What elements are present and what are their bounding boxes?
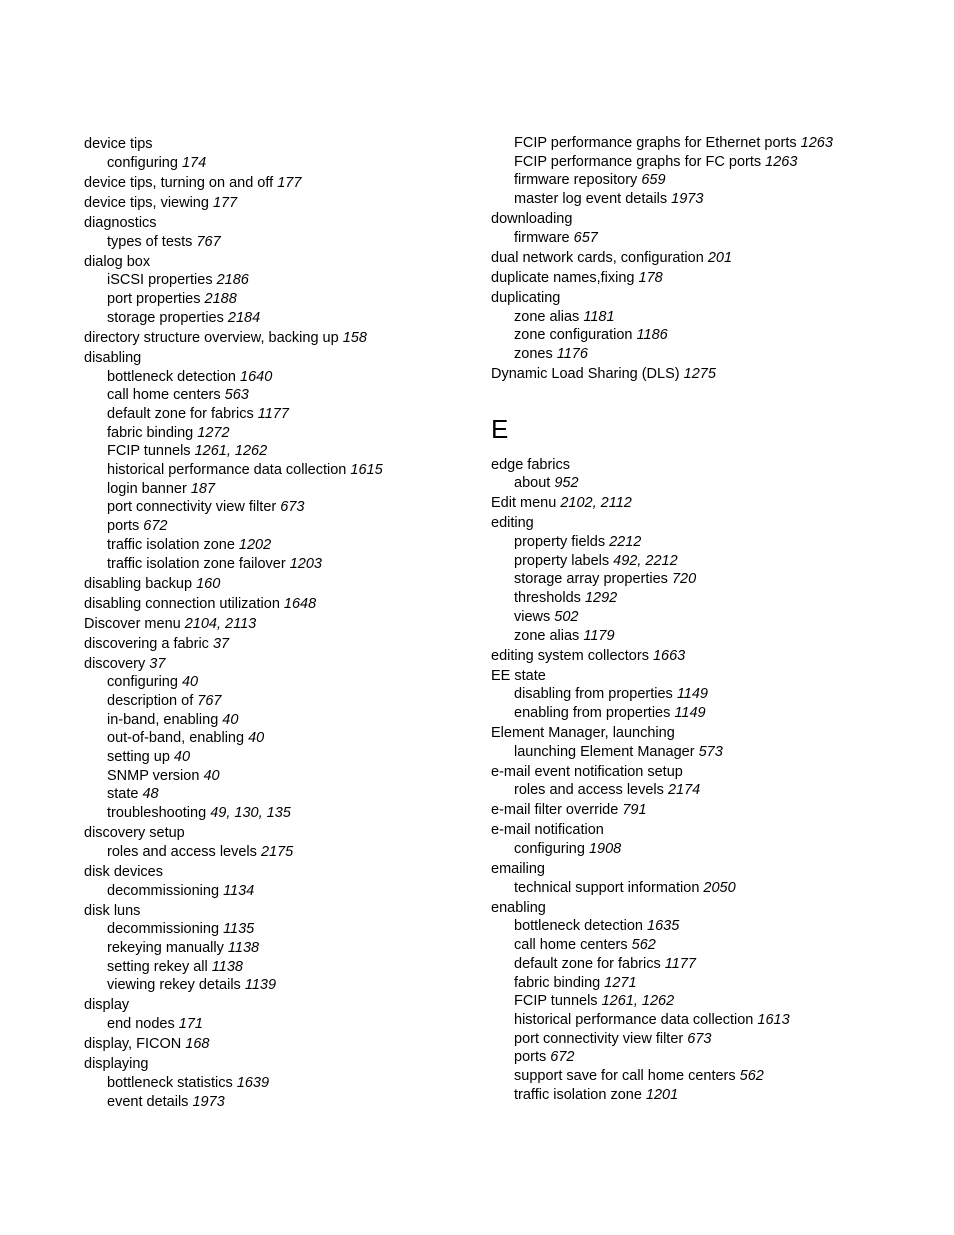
index-entry	[491, 456, 931, 475]
index-subentry	[84, 368, 524, 387]
index-subentry	[491, 936, 931, 955]
index-subentry	[84, 424, 524, 443]
index-entry	[84, 349, 524, 368]
index-entry	[491, 210, 931, 229]
entry-term: configuring	[514, 841, 585, 858]
entry-page-refs: 158	[342, 329, 367, 346]
index-entry	[84, 1035, 524, 1054]
index-subentry	[84, 748, 524, 767]
index-column-right	[491, 134, 931, 1105]
entry-page-refs: 2102, 2112	[560, 495, 632, 512]
index-subentry	[84, 461, 524, 480]
index-entry	[84, 253, 524, 272]
entry-page-refs: 767	[196, 233, 221, 250]
index-subentry	[491, 1011, 931, 1030]
index-subentry	[84, 939, 524, 958]
entry-page-refs: 1272	[197, 424, 230, 441]
entry-page-refs: 1261, 1262	[194, 443, 268, 460]
entry-term: viewing rekey details	[107, 977, 241, 994]
entry-term: setting up	[107, 749, 170, 766]
entry-term: device tips, turning on and off	[84, 175, 274, 191]
entry-term: directory structure overview, backing up	[84, 329, 339, 346]
entry-term: launching Element Manager	[514, 743, 695, 760]
index-subentry	[491, 685, 931, 704]
index-entry	[491, 289, 931, 308]
entry-page-refs: 1639	[236, 1074, 270, 1091]
index-entry	[491, 269, 931, 288]
section-letter-heading: E	[491, 413, 509, 444]
index-entry	[84, 575, 524, 594]
entry-term: call home centers	[514, 937, 628, 954]
entry-page-refs: 1275	[683, 365, 716, 382]
index-subentry	[491, 552, 931, 571]
entry-term: discovery	[84, 655, 146, 672]
entry-page-refs: 187	[190, 480, 216, 497]
entry-page-refs: 2184	[227, 309, 261, 326]
index-subentry	[84, 405, 524, 424]
index-subentry	[84, 309, 524, 328]
entry-term: FCIP tunnels	[514, 993, 598, 1010]
entry-term: port properties	[107, 291, 201, 308]
index-subentry	[491, 326, 931, 345]
index-subentry	[84, 920, 524, 939]
index-entry	[491, 365, 931, 384]
index-entry	[84, 329, 524, 348]
entry-term: default zone for fabrics	[107, 405, 254, 422]
entry-term: e-mail event notification setup	[491, 763, 683, 780]
entry-term: troubleshooting	[107, 805, 207, 822]
index-subentry	[491, 474, 931, 493]
entry-term: views	[514, 608, 551, 625]
index-subentry	[84, 1093, 524, 1112]
index-subentry	[491, 589, 931, 608]
index-subentry	[84, 1074, 524, 1093]
index-subentry	[491, 840, 931, 859]
entry-term: traffic isolation zone	[514, 1086, 642, 1103]
entry-term: support save for call home centers	[514, 1068, 736, 1085]
entry-term: default zone for fabrics	[514, 955, 661, 972]
entry-term: port connectivity view filter	[107, 499, 277, 516]
entry-page-refs: 171	[178, 1016, 203, 1033]
entry-page-refs: 672	[143, 518, 168, 535]
entry-page-refs: 791	[622, 802, 647, 819]
entry-term: disk luns	[84, 902, 141, 919]
entry-term: SNMP version	[107, 767, 200, 784]
index-subentry	[84, 536, 524, 555]
entry-page-refs: 1635	[647, 918, 680, 935]
entry-term: discovery setup	[84, 825, 185, 842]
index-subentry	[84, 555, 524, 574]
entry-term: firmware	[514, 229, 570, 246]
index-subentry	[491, 134, 931, 153]
entry-term: discovering a fabric	[84, 635, 209, 652]
entry-term: historical performance data collection	[107, 462, 347, 479]
entry-term: dialog box	[84, 253, 151, 270]
entry-page-refs: 573	[698, 743, 723, 760]
entry-page-refs: 2104, 2113	[184, 615, 257, 632]
entry-term: duplicate names,fixing	[491, 269, 635, 286]
index-entry	[84, 135, 524, 154]
entry-term: about	[514, 475, 551, 492]
entry-page-refs: 1663	[652, 647, 686, 664]
entry-page-refs: 1149	[674, 704, 706, 721]
index-subentry	[491, 171, 931, 190]
entry-term: bottleneck statistics	[107, 1074, 233, 1091]
entry-term: disabling from properties	[514, 686, 673, 703]
entry-page-refs: 1181	[583, 308, 615, 325]
index-entry	[84, 902, 524, 921]
entry-term: bottleneck detection	[514, 918, 643, 935]
entry-term: emailing	[491, 861, 545, 878]
entry-term: duplicating	[491, 289, 561, 306]
entry-term: editing system collectors	[491, 647, 649, 664]
index-subentry	[491, 1030, 931, 1049]
entry-term: technical support information	[514, 879, 700, 896]
entry-page-refs: 48	[142, 786, 159, 803]
entry-page-refs: 1186	[636, 327, 668, 344]
index-subentry	[491, 879, 931, 898]
index-subentry	[84, 154, 524, 173]
index-subentry	[84, 843, 524, 862]
entry-term: Discover menu	[84, 615, 181, 632]
index-subentry	[491, 955, 931, 974]
index-subentry	[84, 882, 524, 901]
entry-page-refs: 2212	[609, 534, 642, 551]
entry-term: e-mail filter override	[491, 802, 619, 819]
index-subentry	[84, 692, 524, 711]
index-subentry	[84, 711, 524, 730]
entry-term: display, FICON	[84, 1036, 182, 1053]
entry-page-refs: 1138	[211, 958, 243, 975]
index-entry	[491, 801, 931, 820]
index-subentry	[84, 290, 524, 309]
index-entry	[84, 595, 524, 614]
index-subentry	[84, 271, 524, 290]
entry-page-refs: 492, 2212	[613, 552, 678, 569]
entry-page-refs: 40	[222, 711, 239, 728]
index-entry	[84, 655, 524, 674]
entry-term: storage properties	[107, 309, 224, 326]
entry-term: event details	[107, 1093, 189, 1110]
entry-term: traffic isolation zone	[107, 536, 235, 553]
entry-page-refs: 1271	[604, 974, 637, 991]
entry-term: out-of-band, enabling	[107, 730, 245, 747]
index-entry	[491, 899, 931, 918]
index-entry	[491, 514, 931, 533]
index-entry	[491, 494, 931, 513]
index-entry	[84, 824, 524, 843]
entry-term: disk devices	[84, 863, 163, 880]
entry-term: configuring	[107, 674, 178, 691]
entry-page-refs: 767	[197, 692, 222, 709]
index-subentry	[84, 233, 524, 252]
index-entry	[491, 724, 931, 743]
entry-page-refs: 2186	[216, 272, 249, 289]
entry-term: roles and access levels	[107, 843, 257, 860]
entry-page-refs: 201	[707, 249, 733, 266]
entry-term: zone alias	[514, 308, 580, 325]
entry-page-refs: 1613	[757, 1011, 790, 1028]
entry-page-refs: 1139	[244, 977, 277, 994]
index-entry	[84, 863, 524, 882]
entry-term: Edit menu	[491, 495, 557, 512]
index-subentry	[491, 704, 931, 723]
entry-term: setting rekey all	[107, 958, 208, 975]
entry-term: roles and access levels	[514, 782, 664, 799]
entry-term: FCIP performance graphs for Ethernet ports	[514, 135, 797, 151]
entry-page-refs: 178	[638, 269, 663, 286]
entry-term: disabling	[84, 349, 142, 366]
index-subentry	[84, 386, 524, 405]
entry-term: login banner	[107, 480, 187, 497]
index-subentry	[491, 1048, 931, 1067]
entry-page-refs: 1292	[584, 590, 618, 607]
entry-page-refs: 174	[181, 155, 207, 171]
entry-page-refs: 562	[631, 937, 656, 954]
index-subentry	[491, 917, 931, 936]
index-entry	[84, 635, 524, 654]
entry-term: master log event details	[514, 191, 668, 208]
entry-page-refs: 168	[185, 1036, 210, 1053]
entry-term: Dynamic Load Sharing (DLS)	[491, 365, 680, 382]
entry-page-refs: 40	[173, 749, 191, 766]
entry-term: FCIP performance graphs for FC ports	[514, 153, 762, 170]
entry-page-refs: 1138	[227, 939, 260, 956]
entry-page-refs: 177	[212, 195, 238, 211]
index-column-left	[84, 134, 524, 1111]
entry-term: enabling	[491, 899, 546, 916]
entry-term: ports	[107, 518, 140, 535]
index-entry	[84, 174, 524, 193]
entry-page-refs: 657	[573, 229, 598, 246]
entry-term: ports	[514, 1049, 547, 1066]
entry-term: zone alias	[514, 627, 580, 644]
index-subentry	[491, 781, 931, 800]
entry-term: dual network cards, configuration	[491, 249, 704, 266]
entry-page-refs: 2175	[260, 843, 294, 860]
index-subentry	[491, 1086, 931, 1105]
index-entry	[491, 667, 931, 686]
entry-term: zones	[514, 345, 553, 362]
entry-term: device tips, viewing	[84, 195, 209, 211]
entry-page-refs: 502	[554, 608, 579, 625]
entry-page-refs: 1261, 1262	[601, 993, 675, 1010]
entry-page-refs: 1973	[671, 191, 704, 208]
entry-page-refs: 2188	[204, 291, 237, 308]
index-entry	[491, 249, 931, 268]
index-entry	[84, 194, 524, 213]
index-subentry	[491, 992, 931, 1011]
entry-page-refs: 1177	[257, 405, 289, 422]
entry-term: state	[107, 786, 139, 803]
entry-page-refs: 177	[277, 175, 302, 191]
entry-page-refs: 1176	[556, 345, 588, 362]
entry-page-refs: 659	[641, 172, 666, 189]
entry-page-refs: 1263	[800, 135, 833, 151]
index-subentry	[491, 627, 931, 646]
index-subentry	[84, 517, 524, 536]
index-subentry	[491, 190, 931, 209]
entry-term: traffic isolation zone failover	[107, 555, 286, 572]
index-subentry	[84, 1015, 524, 1034]
entry-page-refs: 1640	[240, 368, 273, 385]
entry-term: enabling from properties	[514, 704, 671, 721]
entry-page-refs: 1201	[645, 1086, 679, 1103]
entry-term: firmware repository	[514, 172, 638, 189]
entry-page-refs: 37	[212, 635, 230, 652]
entry-term: decommissioning	[107, 882, 220, 899]
entry-term: diagnostics	[84, 215, 157, 231]
entry-term: display	[84, 997, 130, 1014]
entry-term: device tips	[84, 136, 153, 153]
entry-term: property labels	[514, 552, 610, 569]
index-entry	[491, 860, 931, 879]
index-subentry	[491, 308, 931, 327]
entry-term: historical performance data collection	[514, 1011, 754, 1028]
index-entry	[84, 1055, 524, 1074]
entry-page-refs: 37	[149, 655, 166, 672]
entry-term: FCIP tunnels	[107, 443, 191, 460]
entry-page-refs: 1202	[238, 536, 272, 553]
entry-page-refs: 1203	[289, 555, 322, 572]
index-entry	[84, 214, 524, 233]
entry-term: disabling connection utilization	[84, 595, 280, 612]
entry-page-refs: 1134	[223, 882, 255, 899]
index-subentry	[84, 729, 524, 748]
entry-term: port connectivity view filter	[514, 1030, 684, 1047]
entry-term: storage array properties	[514, 571, 668, 588]
entry-term: end nodes	[107, 1016, 175, 1033]
entry-page-refs: 40	[203, 767, 220, 784]
index-subentry	[84, 804, 524, 823]
entry-page-refs: 1648	[283, 595, 317, 612]
entry-page-refs: 1615	[350, 462, 383, 479]
entry-page-refs: 952	[554, 475, 579, 492]
entry-page-refs: 1177	[664, 955, 696, 972]
index-subentry	[491, 1067, 931, 1086]
index-subentry	[491, 229, 931, 248]
entry-page-refs: 673	[280, 499, 305, 516]
index-subentry	[84, 958, 524, 977]
index-subentry	[84, 673, 524, 692]
entry-page-refs: 720	[671, 571, 697, 588]
entry-term: e-mail notification	[491, 822, 604, 839]
entry-term: property fields	[514, 534, 606, 551]
index-subentry	[491, 974, 931, 993]
entry-page-refs: 672	[550, 1049, 575, 1066]
entry-page-refs: 49, 130, 135	[210, 805, 291, 822]
entry-page-refs: 2174	[667, 782, 701, 799]
entry-page-refs: 40	[248, 730, 265, 747]
entry-term: disabling backup	[84, 575, 193, 592]
index-subentry	[491, 608, 931, 627]
index-subentry	[491, 743, 931, 762]
entry-term: zone configuration	[514, 327, 633, 344]
index-subentry	[491, 153, 931, 172]
entry-page-refs: 563	[224, 387, 249, 404]
entry-term: bottleneck detection	[107, 368, 236, 385]
entry-term: downloading	[491, 211, 573, 228]
index-entry	[491, 821, 931, 840]
entry-term: displaying	[84, 1056, 149, 1073]
entry-page-refs: 1149	[676, 686, 708, 703]
index-entry	[84, 615, 524, 634]
index-subentry	[84, 785, 524, 804]
entry-term: thresholds	[514, 590, 581, 607]
entry-page-refs: 1135	[223, 921, 255, 938]
entry-page-refs: 40	[181, 674, 199, 691]
entry-term: Element Manager, launching	[491, 724, 675, 741]
entry-page-refs: 2050	[703, 879, 736, 896]
index-subentry	[84, 498, 524, 517]
index-entry	[491, 763, 931, 782]
entry-term: editing	[491, 515, 534, 532]
entry-term: in-band, enabling	[107, 711, 219, 728]
entry-term: EE state	[491, 667, 546, 684]
index-subentry	[491, 345, 931, 364]
index-subentry	[84, 767, 524, 786]
entry-page-refs: 1908	[588, 841, 622, 858]
index-subentry	[491, 533, 931, 552]
entry-page-refs: 1973	[192, 1093, 225, 1110]
entry-term: configuring	[107, 155, 178, 171]
index-entry	[84, 996, 524, 1015]
index-subentry	[84, 442, 524, 461]
entry-term: fabric binding	[514, 974, 601, 991]
entry-term: rekeying manually	[107, 939, 224, 956]
index-subentry	[84, 976, 524, 995]
entry-term: iSCSI properties	[107, 272, 213, 289]
entry-page-refs: 160	[196, 575, 221, 592]
entry-page-refs: 1263	[765, 153, 798, 170]
entry-term: fabric binding	[107, 424, 194, 441]
entry-term: types of tests	[107, 233, 193, 250]
index-subentry	[491, 570, 931, 589]
index-entry	[491, 647, 931, 666]
index-subentry	[84, 480, 524, 499]
entry-term: description of	[107, 692, 194, 709]
entry-term: decommissioning	[107, 921, 220, 938]
entry-page-refs: 562	[739, 1068, 764, 1085]
entry-page-refs: 673	[687, 1030, 712, 1047]
entry-term: edge fabrics	[491, 456, 570, 473]
entry-page-refs: 1179	[583, 627, 615, 644]
entry-term: call home centers	[107, 387, 221, 404]
